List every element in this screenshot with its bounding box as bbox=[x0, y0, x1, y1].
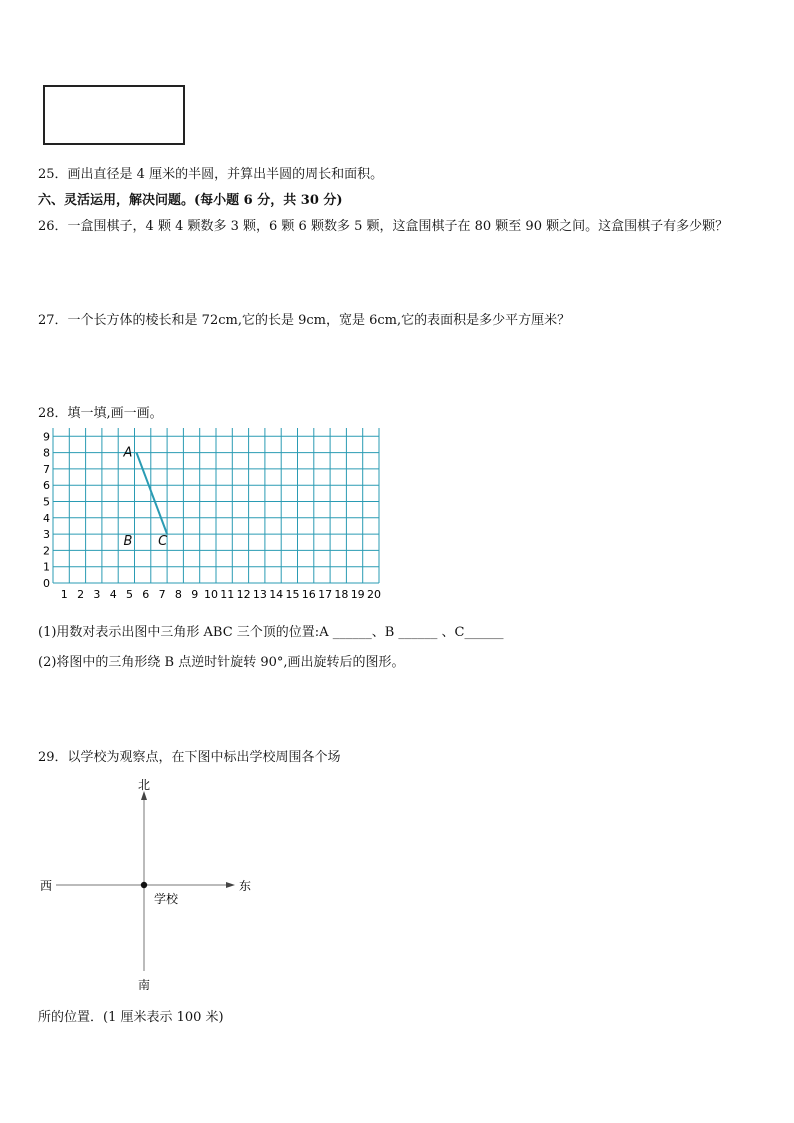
x-tick-label: 5 bbox=[126, 588, 133, 601]
question-28-part-1: (1)用数对表示出图中三角形 ABC 三个顶的位置:A ______、B ______ 、C______ bbox=[38, 625, 504, 640]
x-tick-label: 7 bbox=[158, 588, 166, 601]
y-tick-label: 5 bbox=[43, 495, 50, 509]
school-label: 学校 bbox=[153, 892, 179, 906]
x-tick-label: 11 bbox=[220, 588, 235, 601]
answer-box bbox=[43, 85, 185, 145]
y-tick-label: 0 bbox=[43, 577, 50, 590]
x-tick-label: 1 bbox=[60, 588, 68, 601]
question-29-continuation: 所的位置．(1 厘米表示 100 米) bbox=[38, 1010, 224, 1025]
triangle-abc bbox=[123, 446, 169, 549]
question-27: 27．一个长方体的棱长和是 72cm,它的长是 9cm，宽是 6cm,它的表面积是多少平方厘米？ bbox=[38, 313, 571, 328]
section-6-heading: 六、灵活运用，解决问题。(每小题 6 分，共 30 分) bbox=[38, 193, 343, 208]
x-tick-label: 12 bbox=[236, 588, 251, 601]
y-tick-label: 1 bbox=[43, 560, 50, 574]
south-label: 南 bbox=[137, 978, 151, 992]
x-tick-label: 13 bbox=[252, 588, 267, 601]
x-tick-label: 20 bbox=[367, 588, 381, 601]
y-axis-labels bbox=[36, 428, 50, 590]
x-tick-label: 18 bbox=[334, 588, 349, 601]
x-tick-label: 16 bbox=[301, 588, 316, 601]
vertex-label-a: A bbox=[123, 445, 133, 461]
x-tick-label: 15 bbox=[285, 588, 300, 601]
x-tick-label: 8 bbox=[174, 588, 182, 601]
x-tick-label: 6 bbox=[142, 588, 150, 601]
school-point bbox=[141, 882, 147, 888]
x-axis-labels bbox=[61, 588, 381, 601]
west-label: 西 bbox=[39, 879, 53, 893]
question-29: 29．以学校为观察点，在下图中标出学校周围各个场 bbox=[38, 750, 341, 765]
grid-lines bbox=[53, 428, 379, 583]
y-tick-label: 2 bbox=[43, 544, 50, 558]
coordinate-grid bbox=[34, 428, 384, 618]
x-tick-label: 4 bbox=[109, 588, 117, 601]
x-tick-label: 2 bbox=[77, 588, 85, 601]
y-tick-label: 8 bbox=[43, 446, 50, 460]
question-25: 25．画出直径是 4 厘米的半圆，并算出半圆的周长和面积。 bbox=[38, 167, 384, 182]
x-tick-label: 10 bbox=[204, 588, 218, 601]
vertex-label-b: B bbox=[123, 534, 133, 550]
question-26: 26．一盒围棋子，4 颗 4 颗数多 3 颗，6 颗 6 颗数多 5 颗，这盒围棋子在 80 颗至 90 颗之间。这盒围棋子有多少颗？ bbox=[38, 219, 729, 234]
east-label: 东 bbox=[238, 879, 252, 893]
x-tick-label: 17 bbox=[318, 588, 333, 601]
x-tick-label: 14 bbox=[269, 588, 284, 601]
y-tick-label: 3 bbox=[43, 528, 50, 542]
segment-ac bbox=[137, 453, 168, 534]
north-label: 北 bbox=[137, 778, 151, 792]
question-28-part-2: (2)将图中的三角形绕 B 点逆时针旋转 90°,画出旋转后的图形。 bbox=[38, 655, 405, 670]
y-tick-label: 9 bbox=[43, 430, 50, 444]
y-tick-label: 7 bbox=[43, 462, 50, 476]
x-tick-label: 3 bbox=[93, 588, 101, 601]
vertex-label-c: C bbox=[158, 534, 168, 550]
x-tick-label: 9 bbox=[191, 588, 199, 601]
y-tick-label: 4 bbox=[43, 511, 50, 525]
east-arrow-icon bbox=[226, 882, 235, 888]
compass-diagram bbox=[30, 775, 270, 997]
question-28: 28．填一填,画一画。 bbox=[38, 406, 163, 421]
y-tick-label: 6 bbox=[43, 479, 50, 493]
north-arrow-icon bbox=[141, 791, 147, 800]
x-tick-label: 19 bbox=[350, 588, 365, 601]
